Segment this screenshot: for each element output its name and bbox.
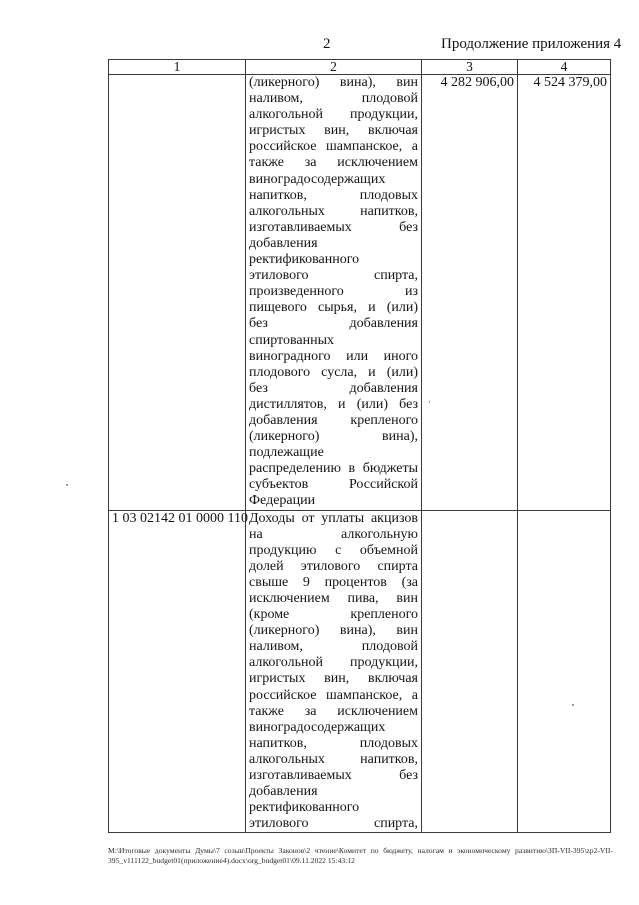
description-line: российское шампанское, а <box>249 687 418 703</box>
description-line: (ликерного) вина), вин <box>249 75 418 90</box>
description-line: произведенного из <box>249 284 418 300</box>
description-line: Федерации <box>249 493 316 509</box>
description-line: исключением пива, вин <box>249 591 418 606</box>
description-line: без добавления <box>249 316 418 332</box>
file-path-footer: M:\Итоговые документы Думы\7 созыв\Проекты Законов\2 чтение\Комитет по бюджету, налогам и экономическому развитию\ЗП-VII-395\zp2-VII-395_v111122_budget01(приложение4).docx\org_budget01\09.11.2022 15:43:12 <box>108 846 613 865</box>
column-header-4: 4 <box>518 60 611 75</box>
description-line: (ликерного) вина), вин <box>249 623 418 639</box>
scan-speck <box>429 401 430 403</box>
description-line: наливом, плодовой <box>249 91 418 107</box>
description-line: также за исключением <box>249 155 418 171</box>
description-line: игристых вин, включая <box>249 671 418 687</box>
description-line: подлежащие <box>249 445 324 461</box>
description-line: добавления <box>249 235 318 251</box>
description-line: алкогольных напитков, <box>249 203 418 219</box>
column-header-3: 3 <box>422 60 518 75</box>
amount-col4 <box>518 510 611 833</box>
description-line: напитков, плодовых <box>249 187 418 203</box>
description-line: (кроме крепленого <box>249 607 418 623</box>
description-line: виноградосодержащих <box>249 719 386 735</box>
description-line: этилового спирта, <box>249 816 418 832</box>
description-line: плодового сусла, и (или) <box>249 364 418 380</box>
table-row <box>109 510 611 833</box>
scan-speck <box>66 484 68 486</box>
description-line: изготавливаемых без <box>249 768 418 784</box>
description-line: игристых вин, включая <box>249 123 418 139</box>
description-line: напитков, плодовых <box>249 735 418 751</box>
description-line: свыше 9 процентов (за <box>249 574 418 590</box>
budget-code <box>109 75 246 511</box>
revenue-description <box>246 75 422 511</box>
description-line: добавления крепленого <box>249 412 418 428</box>
budget-code: 1 03 02142 01 0000 110 <box>109 510 246 833</box>
continuation-label: Продолжение приложения 4 <box>441 36 622 52</box>
description-line: Доходы от уплаты акцизов <box>249 510 418 526</box>
description-line: изготавливаемых без <box>249 219 418 235</box>
column-header-row <box>109 60 611 75</box>
description-line: долей этилового спирта <box>249 558 418 574</box>
column-header-2: 2 <box>246 60 422 75</box>
description-line: виноградного или иного <box>249 348 418 364</box>
scan-speck <box>572 704 574 706</box>
description-line: алкогольной продукции, <box>249 655 418 671</box>
page-number: 2 <box>323 36 331 52</box>
description-line: этилового спирта, <box>249 268 418 284</box>
amount-col4: 4 524 379,00 <box>518 75 611 511</box>
description-line: добавления <box>249 784 318 800</box>
description-line: ректификованного <box>249 800 360 816</box>
amount-col3 <box>422 510 518 833</box>
description-line: ректификованного <box>249 252 360 268</box>
column-header-1: 1 <box>109 60 246 75</box>
description-line: пищевого сырья, и (или) <box>249 300 418 316</box>
description-line: продукцию с объемной <box>249 542 418 558</box>
budget-table <box>108 59 611 833</box>
description-line: на алкогольную <box>249 526 418 542</box>
description-line: субъектов Российской <box>249 477 418 493</box>
amount-col3: 4 282 906,00 <box>422 75 518 511</box>
description-line: алкогольных напитков, <box>249 751 418 767</box>
description-line: алкогольной продукции, <box>249 107 418 123</box>
revenue-description <box>246 510 422 833</box>
description-line: без добавления <box>249 380 418 396</box>
description-line: российское шампанское, а <box>249 139 418 155</box>
description-line: (ликерного) вина), <box>249 429 418 445</box>
description-line: распределению в бюджеты <box>249 461 418 477</box>
description-line: дистиллятов, и (или) без <box>249 396 418 412</box>
description-line: также за исключением <box>249 703 418 719</box>
description-line: наливом, плодовой <box>249 639 418 655</box>
table-row <box>109 75 611 511</box>
description-line: виноградосодержащих <box>249 171 386 187</box>
description-line: спиртованных <box>249 332 334 348</box>
